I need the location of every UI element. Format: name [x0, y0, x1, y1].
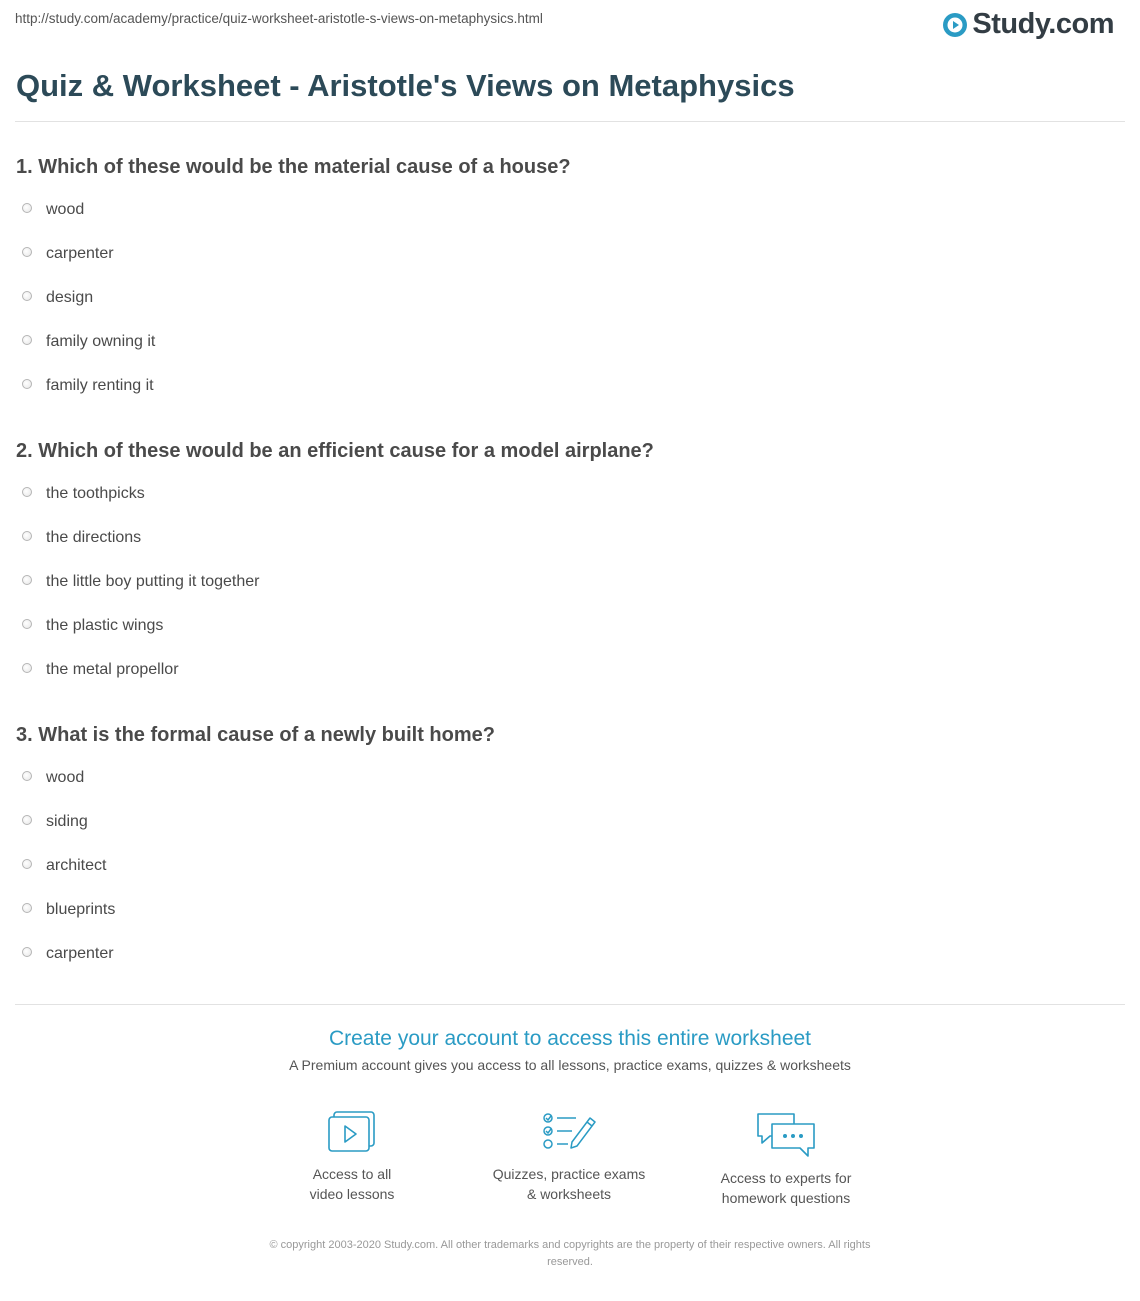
question-2-options — [22, 472, 259, 692]
copyright-line: reserved. — [547, 1256, 593, 1268]
radio-button[interactable] — [22, 291, 32, 301]
answer-option[interactable] — [22, 516, 259, 560]
answer-label: family renting it — [46, 377, 154, 394]
radio-button[interactable] — [22, 771, 32, 781]
radio-button[interactable] — [22, 619, 32, 629]
question-1-options — [22, 188, 155, 408]
radio-button[interactable] — [22, 203, 32, 213]
radio-button[interactable] — [22, 903, 32, 913]
radio-button[interactable] — [22, 247, 32, 257]
feature-text-line: Access to all — [312, 1166, 392, 1182]
answer-option[interactable] — [22, 188, 155, 232]
answer-label: architect — [46, 857, 107, 874]
answer-label: wood — [46, 769, 85, 786]
answer-option[interactable] — [22, 932, 115, 976]
logo-text: Study.com — [972, 8, 1114, 40]
feature-text-line: Quizzes, practice exams — [492, 1166, 646, 1182]
answer-option[interactable] — [22, 888, 115, 932]
create-account-link[interactable]: Create your account to access this entire worksheet — [328, 1027, 812, 1050]
feature-video-lessons — [262, 1110, 442, 1204]
answer-label: blueprints — [46, 901, 116, 918]
radio-button[interactable] — [22, 575, 32, 585]
answer-label: the metal propellor — [46, 661, 179, 678]
question-3-options — [22, 756, 115, 976]
answer-label: carpenter — [46, 945, 114, 962]
top-bar — [0, 0, 1140, 50]
answer-option[interactable] — [22, 232, 155, 276]
question-3: 3. What is the formal cause of a newly built home? — [16, 724, 495, 746]
answer-label: the little boy putting it together — [46, 573, 260, 590]
radio-button[interactable] — [22, 859, 32, 869]
feature-text-line: homework questions — [721, 1190, 851, 1206]
feature-text-line: video lessons — [309, 1186, 395, 1202]
answer-label: design — [46, 289, 94, 306]
answer-label: siding — [46, 813, 88, 830]
question-1: 1. Which of these would be the material cause of a house? — [16, 156, 571, 178]
promo-divider — [15, 1004, 1125, 1005]
video-lesson-icon — [326, 1110, 378, 1154]
radio-button[interactable] — [22, 487, 32, 497]
feature-text-line: & worksheets — [526, 1186, 612, 1202]
title-divider — [15, 121, 1125, 122]
answer-option[interactable] — [22, 320, 155, 364]
copyright-notice — [215, 1237, 925, 1271]
study-logo[interactable] — [942, 8, 1114, 41]
radio-button[interactable] — [22, 379, 32, 389]
answer-option[interactable] — [22, 472, 259, 516]
answer-option[interactable] — [22, 604, 259, 648]
radio-button[interactable] — [22, 815, 32, 825]
radio-button[interactable] — [22, 947, 32, 957]
answer-option[interactable] — [22, 364, 155, 408]
feature-quizzes — [479, 1110, 659, 1204]
quiz-checklist-icon — [540, 1110, 598, 1154]
feature-experts — [696, 1110, 876, 1208]
radio-button[interactable] — [22, 663, 32, 673]
page-url: http://study.com/academy/practice/quiz-worksheet-aristotle-s-views-on-metaphysics.html — [15, 11, 543, 26]
radio-button[interactable] — [22, 531, 32, 541]
play-logo-icon — [942, 12, 968, 38]
chat-bubbles-icon — [754, 1110, 818, 1158]
answer-option[interactable] — [22, 800, 115, 844]
answer-label: the plastic wings — [46, 617, 164, 634]
answer-label: family owning it — [46, 333, 156, 350]
answer-option[interactable] — [22, 756, 115, 800]
answer-option[interactable] — [22, 844, 115, 888]
answer-label: the toothpicks — [46, 485, 145, 502]
answer-label: the directions — [46, 529, 142, 546]
answer-label: carpenter — [46, 245, 114, 262]
feature-text-line: Access to experts for — [720, 1170, 852, 1186]
answer-option[interactable] — [22, 276, 155, 320]
answer-option[interactable] — [22, 648, 259, 692]
radio-button[interactable] — [22, 335, 32, 345]
page-title: Quiz & Worksheet - Aristotle's Views on Metaphysics — [16, 68, 795, 103]
promo-subheading: A Premium account gives you access to all lessons, practice exams, quizzes & worksheets — [289, 1057, 851, 1073]
answer-label: wood — [46, 201, 85, 218]
question-2: 2. Which of these would be an efficient cause for a model airplane? — [16, 440, 654, 462]
answer-option[interactable] — [22, 560, 259, 604]
copyright-line: © copyright 2003-2020 Study.com. All other trademarks and copyrights are the property of their respective owners. All rights — [269, 1239, 871, 1251]
